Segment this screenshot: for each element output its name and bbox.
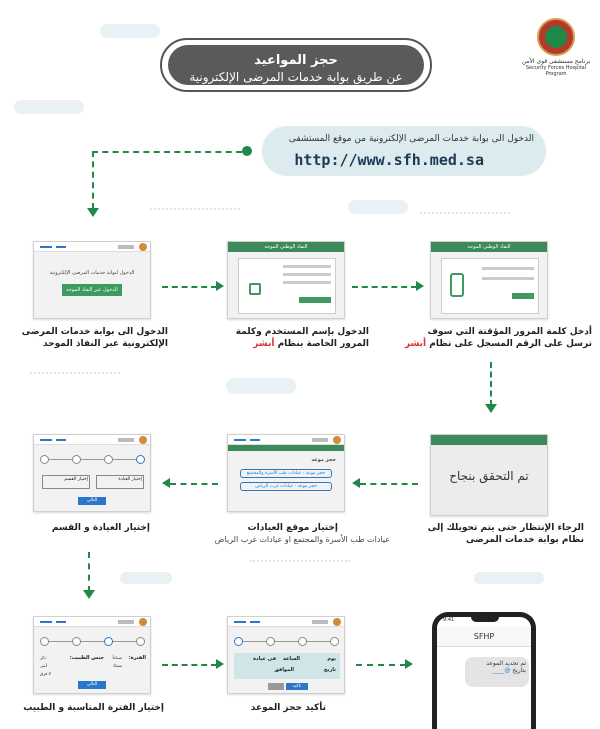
step1-screen-heading: الدخول لبوابة خدمات المرضى الإلكترونية (49, 270, 135, 276)
decor-blob-5 (120, 572, 172, 584)
intro-caption: الدخول الى بوابة خدمات المرضى الإلكترونية من موقع المستشفى (288, 134, 534, 144)
arrow-left-icon (352, 478, 360, 488)
step2-label-text: الدخول بإسم المستخدم وكلمة المرور الخاصة بنظام (235, 327, 369, 349)
page-subtitle: عن طريق بوابة خدمات المرضى الإلكترونية (189, 70, 403, 84)
arrow-right-icon (216, 281, 224, 291)
step1-screen-button: الدخول عبر النفاذ الموحد (62, 284, 122, 296)
step8-screen (227, 616, 345, 694)
step7-opt-evening: مساءً (113, 663, 122, 668)
arrow-right-icon (416, 281, 424, 291)
step5-screen (227, 434, 345, 512)
logo-arabic-text: برنامج مستشفى قوى الأمن (521, 58, 591, 65)
step5-screen-title: حجز موعد (311, 457, 336, 463)
connector-line (162, 286, 217, 288)
decor-blob-1 (100, 24, 160, 38)
connector-line (360, 483, 418, 485)
step8-row2-date: تاريخ (323, 667, 336, 673)
step6-field-clinic: إختيار العيادة (96, 475, 144, 489)
connector-line (490, 362, 492, 406)
connector-line (170, 483, 218, 485)
step4-screen (430, 434, 548, 516)
step6-next-button: التالي (78, 497, 106, 505)
step5-option-family: حجز موعد - عيادات طب الأسرة والمجتمع (240, 469, 332, 478)
decor-blob-4 (226, 378, 296, 394)
arrow-down-icon (87, 208, 99, 217)
step6-label: إختيار العيادة و القسم (51, 523, 150, 533)
lock-icon (249, 283, 261, 295)
phone-app-name: SFHP (437, 627, 531, 647)
decor-squiggle-2 (420, 212, 510, 216)
logo-english-text: Security Forces Hospital Program (525, 65, 587, 77)
phone-msg-line2: بتاريخ (512, 667, 526, 674)
hospital-logo (516, 18, 596, 78)
connector-line (92, 151, 242, 153)
decor-squiggle-1 (150, 208, 240, 212)
phone-notch (471, 616, 499, 622)
page-title: حجز المواعيد (254, 53, 338, 68)
hospital-url-link[interactable]: http://www.sfh.med.sa (294, 151, 484, 169)
step3-screen (430, 241, 548, 319)
step4-label: الرجاء الإنتظار حتى يتم تحويلك إلى نظام بوابة خدمات المرضى (427, 523, 584, 545)
connector-line (92, 151, 94, 209)
arrow-down-icon (83, 590, 95, 599)
step7-opt-male: ذكر (40, 655, 46, 660)
step7-screen (33, 616, 151, 694)
step8-row2-corr: الموافق (274, 667, 294, 673)
step8-row1-at: في عيادة (253, 656, 276, 662)
step7-opt-morning: صباحاً (112, 655, 122, 660)
step7-label: إختيار الفترة المناسبة و الطبيب (23, 703, 164, 713)
decor-blob-2 (14, 100, 84, 114)
connector-line (352, 286, 417, 288)
step7-opt-no-pref: لا فرق (40, 671, 51, 676)
step7-next-button: التالي (78, 681, 106, 689)
step6-field-dept: إختيار القسم (42, 475, 90, 489)
phone-sms-message: تم تحديد الموعد بتاريخ @____ (465, 657, 529, 687)
intro-bubble (262, 126, 546, 176)
decor-squiggle-3 (30, 372, 120, 376)
step8-back-button (268, 683, 284, 690)
step7-field-gender: جنس الطبيب: (69, 655, 104, 661)
step5-sublabel: عيادات طب الأسرة والمجتمع او عيادات غرب الرياض (214, 535, 390, 544)
phone-otp-icon (450, 273, 464, 297)
step2-label-highlight: أبشر (253, 339, 275, 349)
step3-label-text: أدخل كلمة المرور المؤقتة التي سوف ترسل على الرقم المسجل على نظام (427, 327, 592, 349)
step4-screen-text: تم التحقق بنجاح (449, 469, 529, 483)
step7-opt-female: أنثى (40, 663, 47, 668)
step8-label: تأكيد حجز الموعد (250, 703, 326, 713)
step2-screen (227, 241, 345, 319)
decor-blob-6 (474, 572, 544, 584)
arrow-right-icon (216, 659, 224, 669)
arrow-left-icon (162, 478, 170, 488)
arrow-right-icon (405, 659, 413, 669)
connector-line (356, 664, 406, 666)
step3-screen-header: النفاذ الوطني الموحد (431, 242, 547, 252)
step2-screen-header: النفاذ الوطني الموحد (228, 242, 344, 252)
step8-confirm-button: تأكيد (286, 683, 308, 690)
step1-label: الدخول الى بوابة خدمات المرضى الإلكترونية عبر النفاذ الموحد (21, 327, 168, 349)
step5-option-west: حجز موعد - عيادات غرب الرياض (240, 482, 332, 491)
decor-blob-3 (348, 200, 408, 214)
step2-label (204, 326, 369, 350)
step1-screen (33, 241, 151, 319)
decor-squiggle-4 (250, 560, 350, 564)
phone-time: 9:41 (443, 617, 455, 623)
arrow-down-icon (485, 404, 497, 413)
step7-field-period: الفترة: (128, 655, 146, 661)
connector-start-dot (242, 146, 252, 156)
page-title-banner (160, 38, 432, 92)
connector-line (88, 552, 90, 592)
logo-emblem-icon (537, 18, 575, 56)
connector-line (162, 664, 217, 666)
step8-summary-box (234, 653, 340, 679)
step8-row1-time: الساعة (282, 656, 300, 662)
step6-screen (33, 434, 151, 512)
step8-row1-day: يوم (327, 656, 336, 662)
step3-label-highlight: أبشر (404, 339, 427, 349)
phone-mockup (432, 612, 536, 729)
phone-msg-line1: تم تحديد الموعد (486, 660, 526, 667)
step3-label (404, 326, 592, 350)
step5-label: إختيار موقع العيادات (247, 523, 338, 533)
